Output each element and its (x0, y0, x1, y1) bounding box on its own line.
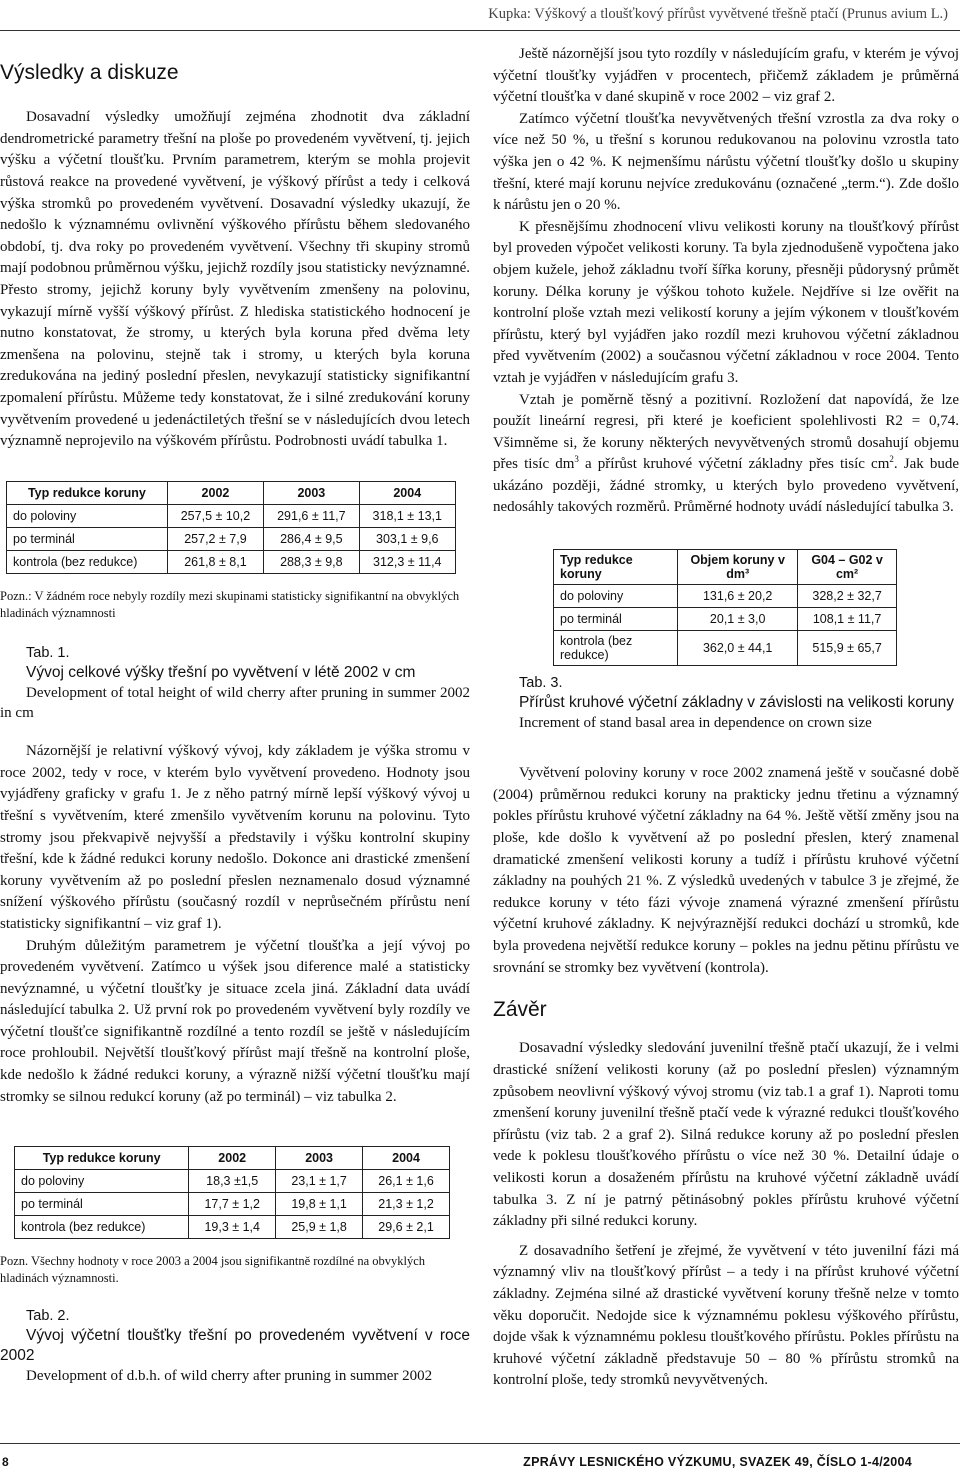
table-cell: 17,7 ± 1,2 (189, 1193, 276, 1216)
table-cell: do poloviny (554, 585, 678, 608)
table-header-cell: Typ redukce koruny (554, 550, 678, 585)
table-3 (553, 549, 897, 666)
table-1-title-cz: Vývoj celkové výšky třešní po vyvětvení v létě 2002 v cm (26, 663, 416, 681)
table-header-cell: 2004 (359, 481, 455, 504)
table-cell: 20,1 ± 3,0 (678, 608, 798, 631)
table-1 (6, 481, 456, 574)
table-header-cell: 2004 (363, 1147, 450, 1170)
table-cell: 286,4 ± 9,5 (264, 527, 359, 550)
text-run: Vztah je poměrně těsný a pozitivní. Rozložení dat napovídá, že lze použít lineární regresi, při které je koeficient spolehlivosti R2 = 0,74. Všimněme si, že koruny některých nevyvětvených stromů dosahují objemu přes tisíc dm (493, 391, 959, 473)
table-cell: 257,2 ± 7,9 (167, 527, 263, 550)
table-1-note: Pozn.: V žádném roce nebyly rozdíly mezi skupinami statisticky signifikantní na obvyklých hladinách významnosti (0, 588, 460, 620)
table-header-cell: 2002 (167, 481, 263, 504)
table-row (554, 631, 897, 666)
table-cell: po terminál (15, 1193, 189, 1216)
table-header-cell: 2003 (276, 1147, 363, 1170)
table-header-cell: G04 – G02 v cm² (798, 550, 897, 585)
section-heading-results: Výsledky a diskuze (0, 61, 179, 84)
paragraph: Z dosavadního šetření je zřejmé, že vyvětvení v této juvenilní fázi má významný vliv na tloušťkový přírůst – a tedy i na přírůst kruhové výčetní základny. Zejména silné až drastické vyvětvení koruny třešně nelze v tomto věku doporučit. Nedojde sice k významnému poklesu výškového přírůstu, dojde však k významnému poklesu tloušťkového přírůstu. Pokles přírůstu na kruhové výčetní základně představuje 50 – 80 % přírůstu stromků na kontrolní ploše, tedy stromků nevyvětvených. (493, 1242, 959, 1389)
table-cell: kontrola (bez redukce) (7, 550, 168, 573)
section-heading-conclusion: Závěr (493, 998, 547, 1022)
table-3-title-cz: Přírůst kruhové výčetní základny v závislosti na velikosti koruny (519, 693, 955, 711)
superscript: 2 (889, 454, 894, 465)
superscript: 3 (574, 454, 579, 465)
table-cell: 23,1 ± 1,7 (276, 1170, 363, 1193)
table-cell: po terminál (7, 527, 168, 550)
paragraph: Vyvětvení poloviny koruny v roce 2002 znamená ještě v současné době (2004) průměrnou redukci koruny na prakticky jednu třetinu a významný pokles přírůstu kruhové výčetní základny na 64 %. Ještě větší změny jsou na ploše, kde došlo k vyvětvení až po poslední přeslen, který znamenal dramatické zmenšení velikosti koruny a tudíž i přírůstu kruhové výčetní základny na pouhých 21 %. Z výsledků uvedených v tabulce 3 je zřejmé, že redukce koruny v této fázi vývoje znamená výrazné zmenšení přírůstu výčetní kruhové základny. K nejvýraznější redukci dochází u stromků, kde byla provedena největší redukce koruny – pokles na jednu pětinu přírůstu ve srovnání se stromky bez vyvětvení (kontrola). (493, 765, 959, 976)
table-cell: 312,3 ± 11,4 (359, 550, 455, 573)
table-1-label: Tab. 1. (26, 644, 70, 661)
text-run: a přírůst kruhové výčetní základny přes tisíc cm (578, 456, 890, 473)
left-column (0, 44, 470, 1387)
page-number: 8 (2, 1455, 9, 1469)
table-row (554, 608, 897, 631)
table-2-title-en: Development of d.b.h. of wild cherry after pruning in summer 2002 (26, 1368, 433, 1385)
text-run: . Jak bude ukázáno později, žádné stromky, u kterých bylo provedeno vyvětvení, nedosáhly takových rozměrů. Průměrné hodnoty uvádí následující tabulka 3. (493, 456, 960, 516)
table-header-cell: 2003 (264, 481, 359, 504)
table-row (7, 550, 456, 573)
table-header-row (7, 481, 456, 504)
table-cell: 26,1 ± 1,6 (363, 1170, 450, 1193)
table-cell: 131,6 ± 20,2 (678, 585, 798, 608)
table-2-label: Tab. 2. (26, 1308, 70, 1325)
table-cell: 261,8 ± 8,1 (167, 550, 263, 573)
paragraph: Názornější je relativní výškový vývoj, kdy základem je výška stromu v roce 2002, tedy v roce, v kterém bylo vyvětvení provedeno. Hodnoty jsou vyjádřeny graficky v grafu 1. Je z něho patrný mírně lepší výškový vývoj u třešní s vyvětvením, které zmenšilo vyvětvením korunu na polovinu. Tyto stromy jsou překvapivě nejvyšší a představily i výšku kontrolní skupiny třešní, kde k žádné redukci koruny nedošlo. Dokonce ani drastické zmenšení koruny vyvětvením až po poslední přeslen neznamenalo dosud významné snížení výškového přírůstu (současný rozdíl v neprůsečném přírůstu není statisticky signifikantní – viz graf 1). (0, 743, 470, 932)
table-row (7, 527, 456, 550)
paragraph: Dosavadní výsledky umožňují zejména zhodnotit dva základní dendrometrické parametry třešní na ploše po provedeném vyvětvení, tj. jejich výšku a výčetní tloušťku. Prvním parametrem, kterým se mohla projevit růstová reakce na provedené vyvětvení, je výškový přírůst a tedy i celková výška stromků po provedeném vyvětvení. Dosavadní výsledky ukazují, že nedošlo k významnému ovlivnění výškového přírůstu během sledovaného období, tj. dva roky po provedeném vyvětvení. Všechny tři skupiny stromů mají podobnou průměrnou výšku, jejichž rozdíly jsou statisticky nevýznamné. Přesto stromy, jejichž koruny byly vyvětvením zmenšeny na polovinu, vykazují mírně vyšší výškový přírůst. Z hlediska statistického hodnocení je nutno konstatovat, že stromy, u kterých byla koruna před dvěma lety zmenšena na polovinu, stejně tak i stromy, u kterých byla koruna zredukována na jediný poslední přeslen, nevykazují statisticky signifikantní zpomalení přírůstu. Můžeme tedy konstatovat, že i silné zredukování koruny vyvětvením provedené u jedenáctiletých třešní se v následujících dvou letech významně neprojevilo na výškovém přírůstu. Podrobnosti uvádí tabulka 1. (0, 109, 470, 450)
table-cell: 291,6 ± 11,7 (264, 504, 359, 527)
table-header-cell: Typ redukce koruny (15, 1147, 189, 1170)
table-2-note: Pozn. Všechny hodnoty v roce 2003 a 2004 jsou signifikantně rozdílné na obvyklých hladinách významnosti. (0, 1254, 426, 1286)
table-cell: kontrola (bez redukce) (554, 631, 678, 666)
table-cell: 515,9 ± 65,7 (798, 631, 897, 666)
paragraph: Zatímco výčetní tloušťka nevyvětvených třešní vzrostla za dva roky o více než 50 %, u třešní s korunou redukovanou na polovinu vzrostla tato výška jen o 42 %. K nejmenšímu nárůstu výčetní tloušťky došlo u skupiny třešní, které mají korunu nejvíce zredukovánu (označené „term.“). Zde došlo k nárůstu jen o 20 %. (493, 110, 959, 214)
table-cell: 25,9 ± 1,8 (276, 1216, 363, 1239)
paragraph: Dosavadní výsledky sledování juvenilní třešně ptačí ukazují, že i velmi drastické snížení velikosti koruny (až po poslední přeslen) významným způsobem neovlivní výškový vývoj stromu (viz tab.1 a graf 1). Naproti tomu zmenšení koruny juvenilní třešně ptačí vede k výrazné redukci tloušťkového přírůstu (viz tab. 2 a graf 2). Silná redukce koruny až po poslední přeslen vede k poklesu tloušťkového přírůstu o více než 30 %. Detailní údaje o velikosti korun a dosaženém přírůstu na kruhové výčetní základně uvádí tabulka 3. Z ní je patrný pětinásobný pokles přírůstu kruhové výčetní základny při silné redukci koruny. (493, 1040, 959, 1230)
table-3-label: Tab. 3. (519, 675, 563, 692)
table-cell: 303,1 ± 9,6 (359, 527, 455, 550)
table-2-title-cz: Vývoj výčetní tloušťky třešní po provedeném vyvětvení v roce 2002 (0, 1327, 470, 1365)
table-cell: 21,3 ± 1,2 (363, 1193, 450, 1216)
table-3-title-en: Increment of stand basal area in dependence on crown size (519, 715, 872, 732)
table-cell: 29,6 ± 2,1 (363, 1216, 450, 1239)
table-header-cell: Objem koruny v dm³ (678, 550, 798, 585)
paragraph: K přesnějšímu zhodnocení vlivu velikosti koruny na tloušťkový přírůst byl proveden výpočet velikosti koruny. Ta byla zjednodušeně vypočtena jako objem kužele, jehož základnu tvoří šířka koruny, přesněji půdorysný průmět koruny. Délka koruny je výškou tohoto kužele. Nejdříve si lze ověřit na kontrolní ploše vztah mezi velikostí koruny a jejím výkonem v tloušťkovém přírůstu, který byl vyjádřen jako rozdíl mezi kruhovou výčetní základnou před vyvětvením (2002) a současnou výčetní základnou v roce 2004. Tento vztah je vyjádřen v následujícím grafu 3. (493, 218, 959, 386)
table-header-row (15, 1147, 450, 1170)
table-cell: 288,3 ± 9,8 (264, 550, 359, 573)
table-cell: 362,0 ± 44,1 (678, 631, 798, 666)
table-header-cell: 2002 (189, 1147, 276, 1170)
table-row (554, 585, 897, 608)
table-1-title-en: Development of total height of wild cherry after pruning in summer 2002 in cm (0, 684, 470, 721)
table-cell: do poloviny (7, 504, 168, 527)
table-row (15, 1216, 450, 1239)
paragraph: Ještě názornější jsou tyto rozdíly v následujícím grafu, v kterém je vývoj výčetní tloušťky vyjádřen v procentech, přičemž základem je průměrná výčetní tloušťka v dané skupině v roce 2002 – viz graf 2. (493, 46, 959, 106)
paragraph: Druhým důležitým parametrem je výčetní tloušťka a její vývoj po provedeném vyvětvení. Zatímco u výšek jsou diference malé a statisticky nevýznamné, u výčetní tloušťky je situace zcela jiná. Základní data uvádí následující tabulka 2. Už první rok po provedeném vyvětvení byly rozdíly ve výčetní tloušťce signifikantně rozdílné a tento rozdíl se ještě v následujícím roce prohloubil. Největší tloušťkový přírůst mají třešně na kontrolní ploše, kde nedošlo k žádné redukci koruny, a výrazně nižší výčetní tloušťku mají stromky se silnou redukcí koruny (až po terminál) – viz tabulka 2. (0, 937, 470, 1105)
table-header-cell: Typ redukce koruny (7, 481, 168, 504)
journal-footer: ZPRÁVY LESNICKÉHO VÝZKUMU, SVAZEK 49, ČÍSLO 1-4/2004 (523, 1455, 912, 1469)
table-cell: 19,3 ± 1,4 (189, 1216, 276, 1239)
table-cell: do poloviny (15, 1170, 189, 1193)
table-row (7, 504, 456, 527)
right-column (493, 44, 959, 1392)
table-cell: 257,5 ± 10,2 (167, 504, 263, 527)
header-rule (0, 30, 960, 31)
table-2 (14, 1146, 450, 1239)
table-cell: kontrola (bez redukce) (15, 1216, 189, 1239)
footer-rule (0, 1443, 960, 1444)
table-cell: 18,3 ±1,5 (189, 1170, 276, 1193)
table-cell: 19,8 ± 1,1 (276, 1193, 363, 1216)
running-header: Kupka: Výškový a tloušťkový přírůst vyvětvené třešně ptačí (Prunus avium L.) (488, 6, 948, 22)
table-cell: 328,2 ± 32,7 (798, 585, 897, 608)
table-header-row (554, 550, 897, 585)
table-row (15, 1170, 450, 1193)
table-cell: 318,1 ± 13,1 (359, 504, 455, 527)
paragraph (493, 390, 959, 520)
table-row (15, 1193, 450, 1216)
table-cell: po terminál (554, 608, 678, 631)
table-cell: 108,1 ± 11,7 (798, 608, 897, 631)
